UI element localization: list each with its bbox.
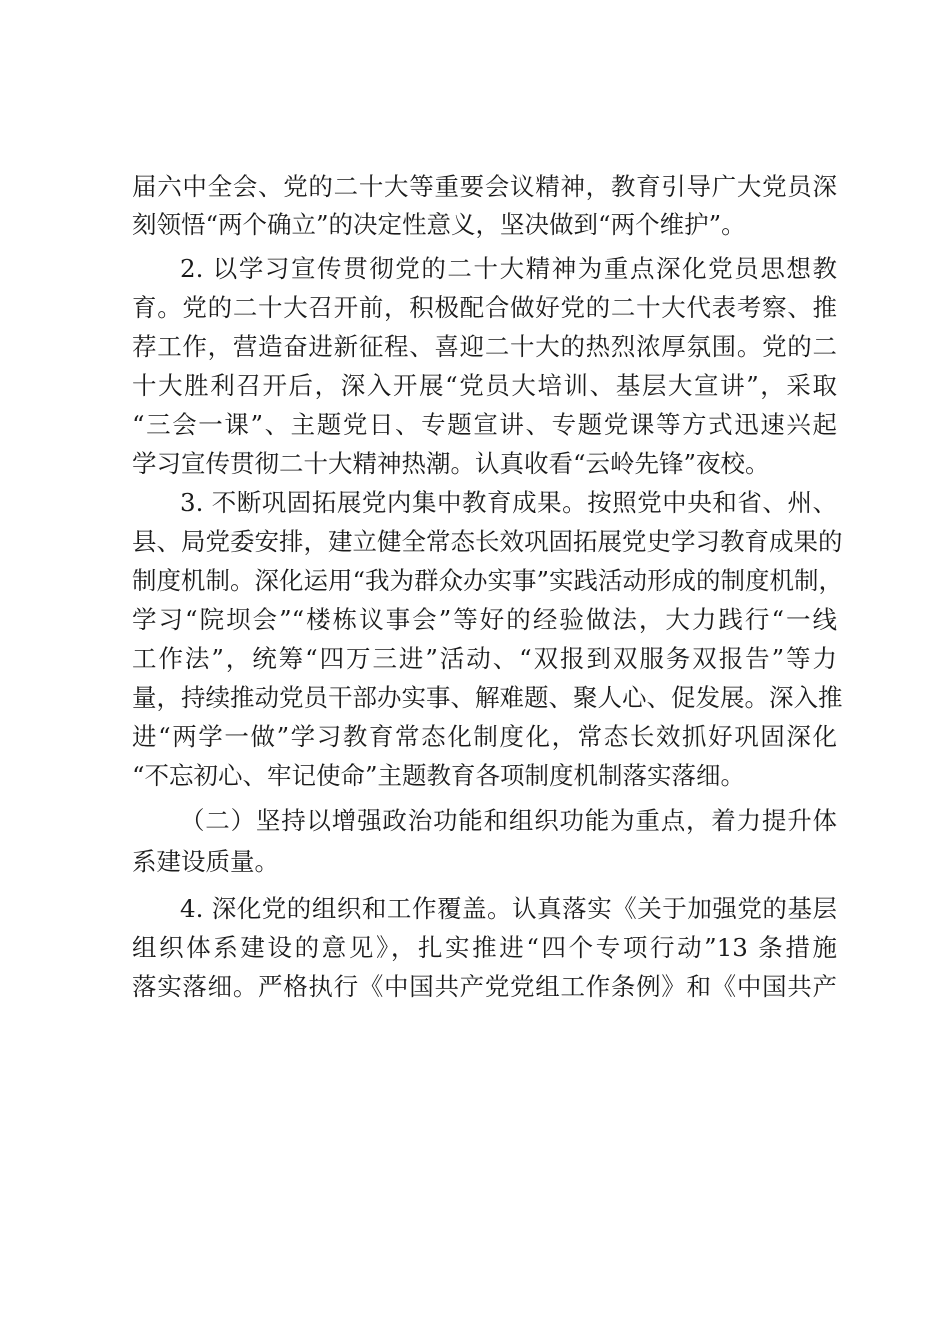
text-line: 落实落细。严格执行《中国共产党党组工作条例》和《中国共产 (132, 972, 837, 1001)
text-line: 制度机制。深化运用“我为群众办实事”实践活动形成的制度机制， (132, 566, 844, 595)
text-line: 学习“院坝会”“楼栋议事会”等好的经验做法，大力践行“一线 (132, 605, 837, 634)
text-line: 组织体系建设的意见》，扎实推进“四个专项行动”13 条措施 (132, 933, 837, 962)
text-line: 工作法”，统筹“四万三进”活动、“双报到双服务双报告”等力 (132, 644, 837, 673)
text-line: 十大胜利召开后，深入开展“党员大培训、基层大宣讲”，采取 (132, 371, 837, 400)
text-line: “不忘初心、牢记使命”主题教育各项制度机制落实落细。 (132, 761, 746, 790)
text-line: 县、局党委安排，建立健全常态长效巩固拓展党史学习教育成果的 (132, 527, 843, 556)
paragraph-2-heading-line: 2. 以学习宣传贯彻党的二十大精神为重点深化党员思想教 (180, 254, 837, 283)
text-line: 进“两学一做”学习教育常态化制度化，常态长效抓好巩固深化 (132, 722, 837, 751)
text-line: 量，持续推动党员干部办实事、解难题、聚人心、促发展。深入推 (132, 683, 843, 712)
text-line: 学习宣传贯彻二十大精神热潮。认真收看“云岭先锋”夜校。 (132, 449, 770, 478)
paragraph-3-heading-line: 3. 不断巩固拓展党内集中教育成果。按照党中央和省、州、 (180, 488, 837, 517)
text-line: “三会一课”、主题党日、专题宣讲、专题党课等方式迅速兴起 (132, 410, 837, 439)
section-heading-line: 系建设质量。 (132, 847, 279, 876)
text-line: 刻领悟“两个确立”的决定性意义，坚决做到“两个维护”。 (132, 210, 746, 239)
text-line: 育。党的二十大召开前，积极配合做好党的二十大代表考察、推 (132, 293, 837, 322)
text-line: 届六中全会、党的二十大等重要会议精神，教育引导广大党员深 (132, 172, 837, 201)
paragraph-4-heading-line: 4. 深化党的组织和工作覆盖。认真落实《关于加强党的基层 (180, 894, 837, 923)
text-line: 荐工作，营造奋进新征程、喜迎二十大的热烈浓厚氛围。党的二 (132, 332, 837, 361)
section-heading-line: （二）坚持以增强政治功能和组织功能为重点，着力提升体 (180, 806, 837, 835)
